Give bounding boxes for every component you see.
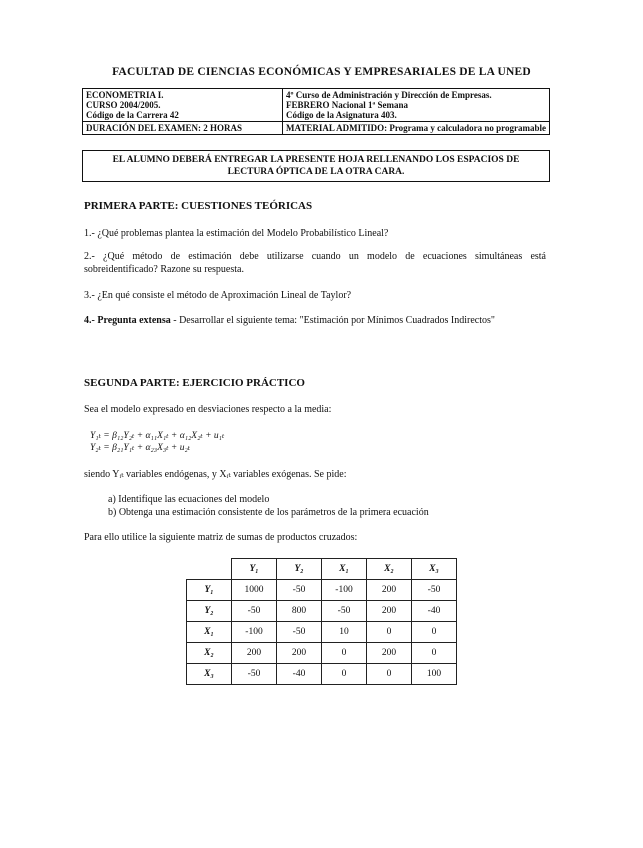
matrix-row xyxy=(187,664,457,685)
matrix-row-header: Y₁ xyxy=(187,580,232,601)
matrix-row xyxy=(187,622,457,643)
matrix-cell: 200 xyxy=(367,601,412,622)
matrix-cell: 0 xyxy=(367,664,412,685)
allowed-material: MATERIAL ADMITIDO: Programa y calculadora no programable xyxy=(286,123,546,133)
equation-2: Y₂ₜ = β₂₁Y₁ₜ + α₂₃X₃ₜ + u₂ₜ xyxy=(90,443,191,453)
course-year: CURSO 2004/2005. xyxy=(86,100,161,110)
matrix-cell: 200 xyxy=(277,643,322,664)
part1-heading: PRIMERA PARTE: CUESTIONES TEÓRICAS xyxy=(84,200,313,212)
task-a: a) Identifique las ecuaciones del modelo xyxy=(108,494,270,505)
exam-duration: DURACIÓN DEL EXAMEN: 2 HORAS xyxy=(83,122,283,134)
matrix-cell: -100 xyxy=(232,622,277,643)
task-b: b) Obtenga una estimación consistente de los parámetros de la primera ecuación xyxy=(108,507,429,518)
matrix-col-header: X₃ xyxy=(412,559,457,580)
matrix-cell: -100 xyxy=(322,580,367,601)
matrix-col-header: Y₁ xyxy=(232,559,277,580)
matrix-cell: -40 xyxy=(277,664,322,685)
matrix-cell: -50 xyxy=(412,580,457,601)
matrix-cell: 100 xyxy=(412,664,457,685)
matrix-cell: 0 xyxy=(322,643,367,664)
matrix-col-header: X₁ xyxy=(322,559,367,580)
matrix-cell: 200 xyxy=(367,643,412,664)
matrix-cell: 0 xyxy=(322,664,367,685)
matrix-row-header: Y₂ xyxy=(187,601,232,622)
matrix-header-row xyxy=(187,559,457,580)
matrix-row-header: X₃ xyxy=(187,664,232,685)
equation-1: Y₁ₜ = β₁₂Y₂ₜ + α₁₁X₁ₜ + α₁₂X₂ₜ + u₁ₜ xyxy=(90,431,225,441)
question-4-label: 4.- Pregunta extensa xyxy=(84,315,171,326)
question-2: 2.- ¿Qué método de estimación debe utilizarse cuando un modelo de ecuaciones simultáneas está sobreidentificado? Razone su respuesta. xyxy=(84,251,546,275)
matrix-cell: -50 xyxy=(277,580,322,601)
matrix-cell: 200 xyxy=(367,580,412,601)
variables-description: siendo Yᵢₜ variables endógenas, y Xᵢₜ variables exógenas. Se pide: xyxy=(84,469,347,480)
notice-line-2: LECTURA ÓPTICA DE LA OTRA CARA. xyxy=(227,167,405,177)
question-1: 1.- ¿Qué problemas plantea la estimación del Modelo Probabilístico Lineal? xyxy=(84,228,389,239)
subject-code: Código de la Asignatura 403. xyxy=(286,110,397,120)
question-4-text: - Desarrollar el siguiente tema: "Estimación por Mínimos Cuadrados Indirectos" xyxy=(170,315,495,326)
part2-heading: SEGUNDA PARTE: EJERCICIO PRÁCTICO xyxy=(84,377,305,389)
matrix-row xyxy=(187,580,457,601)
question-3: 3.- ¿En qué consiste el método de Aproximación Lineal de Taylor? xyxy=(84,290,352,301)
notice-line-1: EL ALUMNO DEBERÁ ENTREGAR LA PRESENTE HOJA RELLENANDO LOS ESPACIOS DE xyxy=(112,155,520,165)
matrix-cell: 200 xyxy=(232,643,277,664)
matrix-cell: -50 xyxy=(232,664,277,685)
matrix-row-header: X₂ xyxy=(187,643,232,664)
matrix-col-header: Y₂ xyxy=(277,559,322,580)
faculty-title: FACULTAD DE CIENCIAS ECONÓMICAS Y EMPRESARIALES DE LA UNED xyxy=(112,66,531,78)
matrix-corner xyxy=(187,559,232,580)
matrix-cell: -50 xyxy=(232,601,277,622)
matrix-col-header: X₂ xyxy=(367,559,412,580)
matrix-cell: -50 xyxy=(277,622,322,643)
matrix-row xyxy=(187,643,457,664)
matrix-cell: 1000 xyxy=(232,580,277,601)
matrix-cell: 800 xyxy=(277,601,322,622)
matrix-cell: -40 xyxy=(412,601,457,622)
matrix-cell: 0 xyxy=(412,622,457,643)
exam-session: FEBRERO Nacional 1ª Semana xyxy=(286,100,408,110)
instructions-notice xyxy=(82,150,550,182)
question-4 xyxy=(84,314,546,327)
matrix-cell: 10 xyxy=(322,622,367,643)
matrix-intro: Para ello utilice la siguiente matriz de sumas de productos cruzados: xyxy=(84,532,358,543)
model-intro: Sea el modelo expresado en desviaciones respecto a la media: xyxy=(84,404,332,415)
course-level: 4º Curso de Administración y Dirección de Empresas. xyxy=(286,90,492,100)
course-info xyxy=(83,89,283,121)
degree-code: Código de la Carrera 42 xyxy=(86,110,179,120)
matrix-row-header: X₁ xyxy=(187,622,232,643)
matrix-cell: 0 xyxy=(367,622,412,643)
matrix-row xyxy=(187,601,457,622)
subject-name: ECONOMETRIA I. xyxy=(86,90,164,100)
matrix-cell: -50 xyxy=(322,601,367,622)
exam-header-box xyxy=(82,88,550,135)
exam-info xyxy=(283,89,549,121)
cross-products-matrix xyxy=(186,558,457,685)
matrix-cell: 0 xyxy=(412,643,457,664)
